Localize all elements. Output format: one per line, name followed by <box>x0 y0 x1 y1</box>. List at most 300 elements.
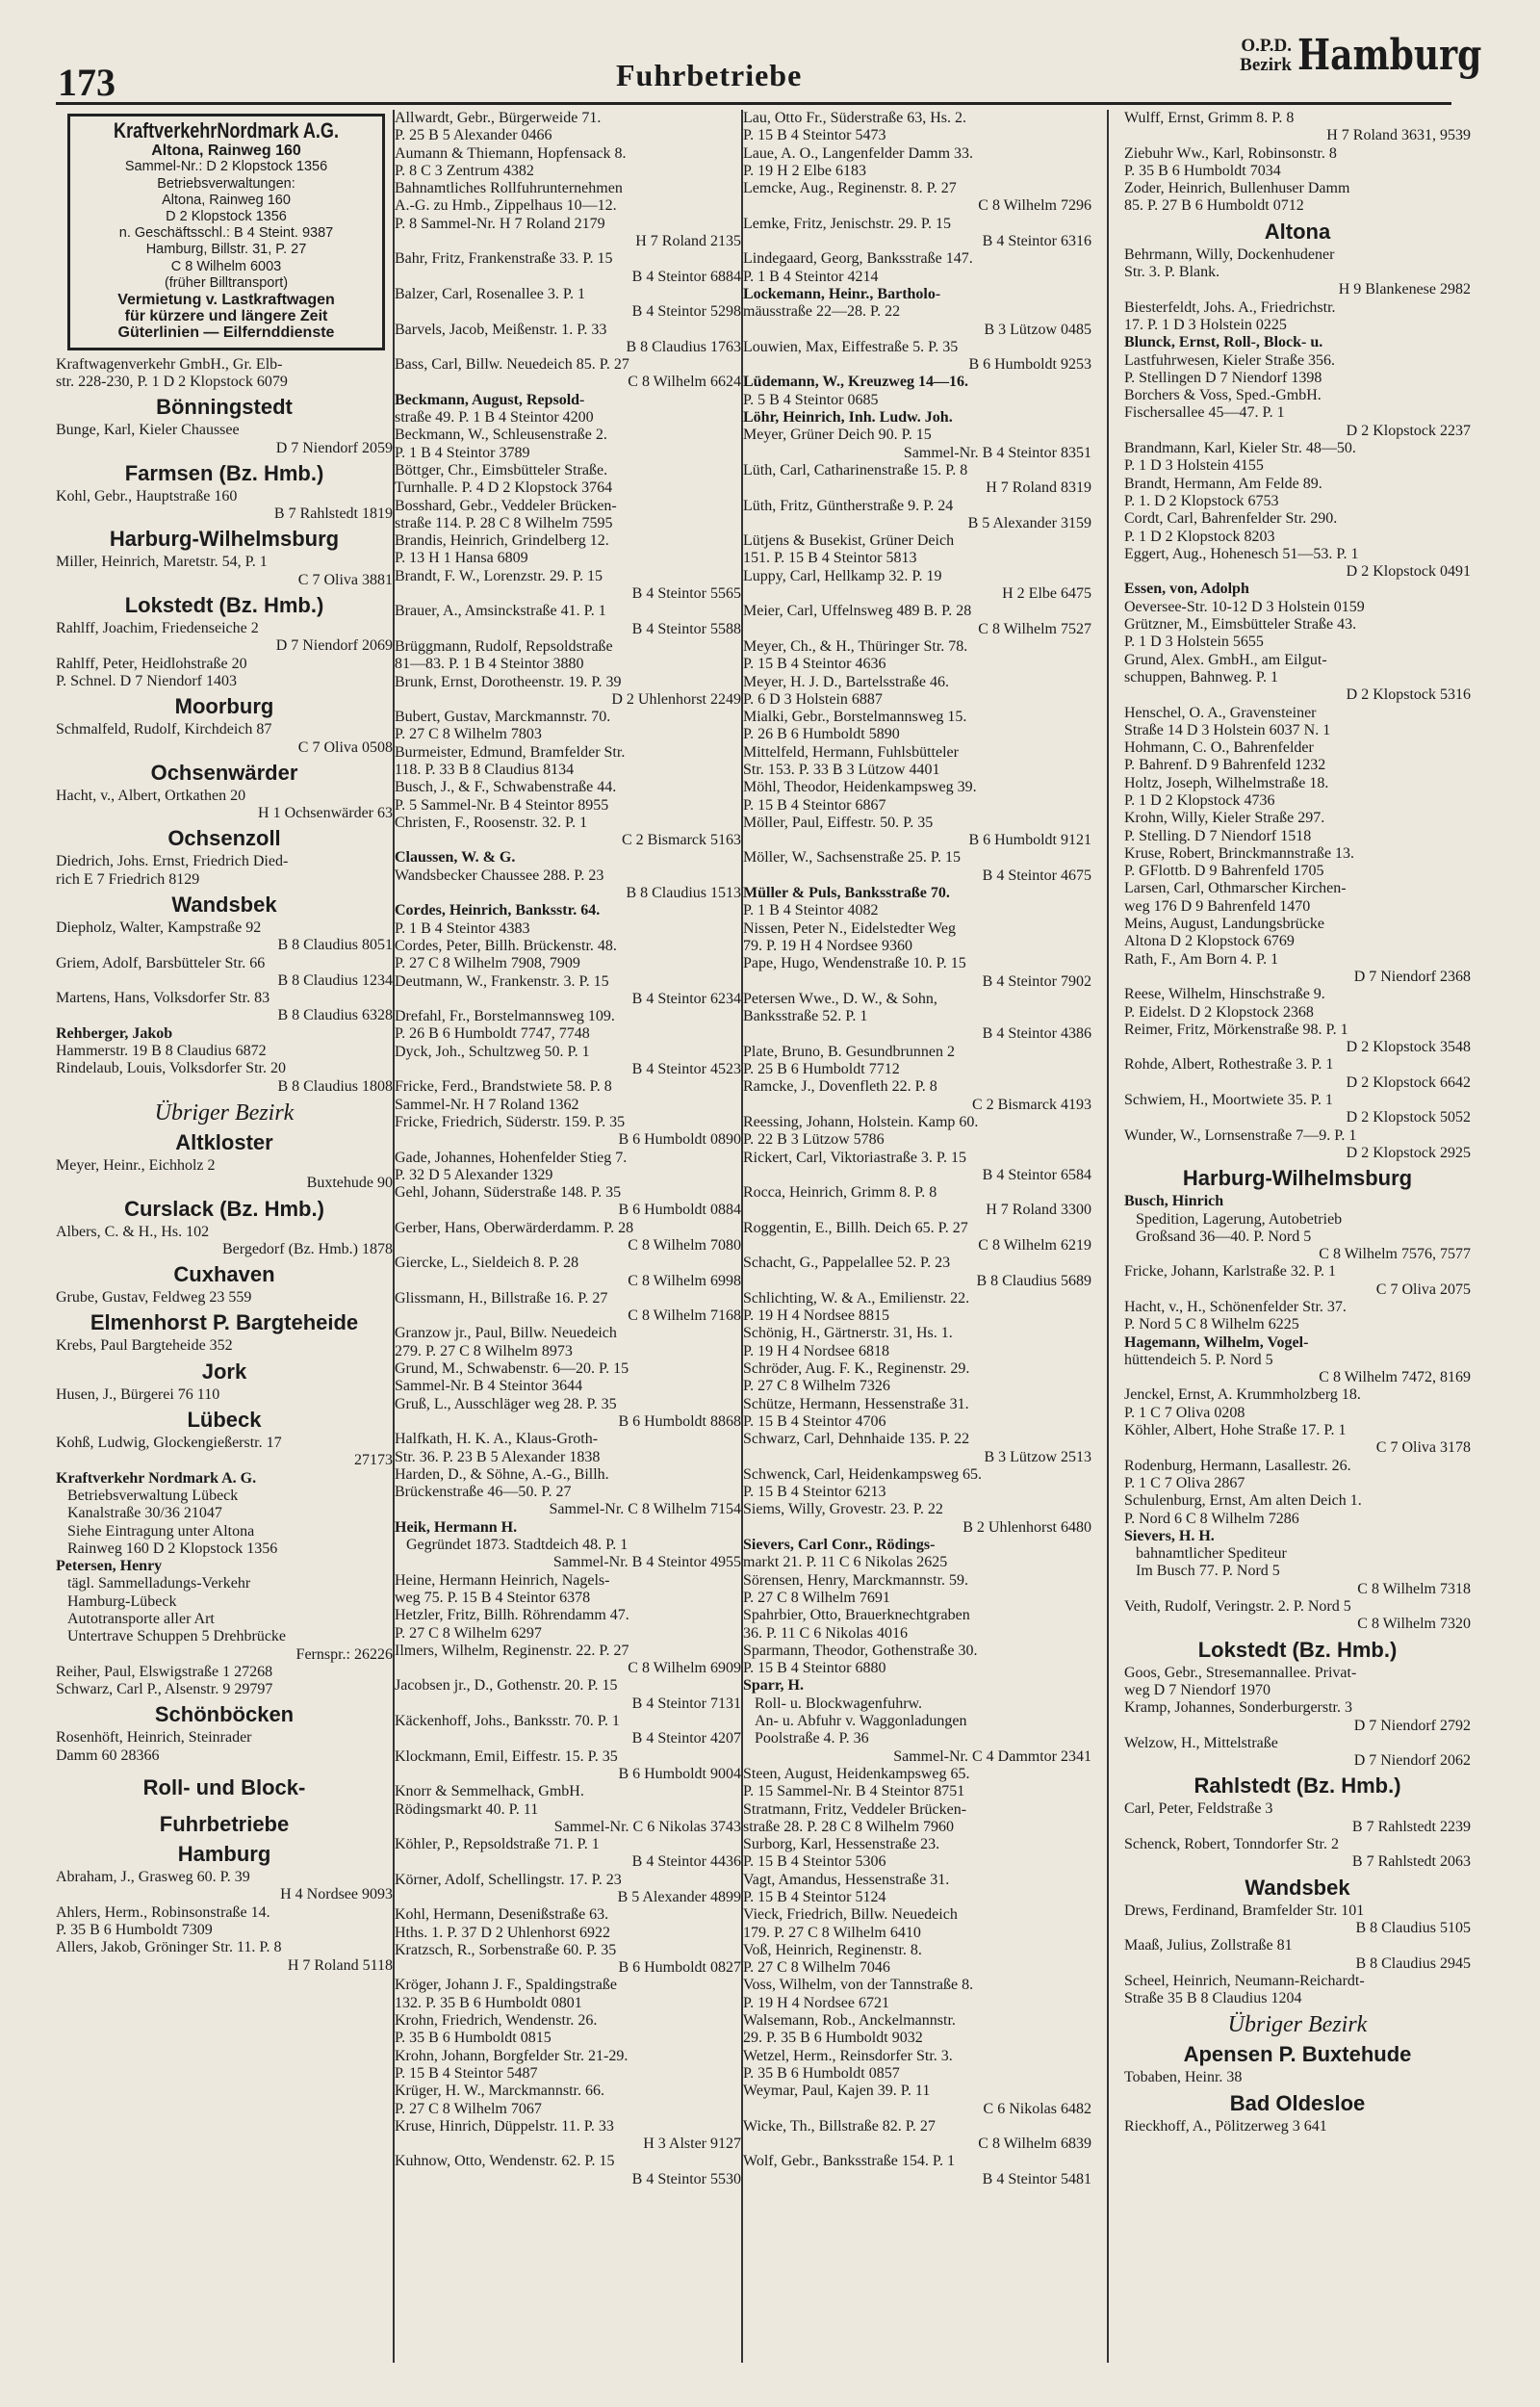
directory-entry <box>1124 775 1471 811</box>
directory-entry <box>743 1872 1091 1907</box>
section-heading: Ochsenwärder <box>150 760 298 785</box>
directory-entry <box>743 674 1091 710</box>
entry-name-line: Giercke, L., Sieldeich 8. P. 28 <box>395 1255 579 1272</box>
directory-entry <box>743 180 1091 216</box>
entry-name-line: Lüdemann, W., Kreuzweg 14—16. <box>743 374 968 391</box>
directory-entry <box>743 1607 1091 1643</box>
directory-entry <box>395 1220 741 1255</box>
directory-entry <box>1124 1334 1471 1387</box>
directory-entry <box>56 356 393 392</box>
directory-entry <box>743 1906 1091 1942</box>
directory-entry <box>395 568 741 604</box>
entry-detail-line: P. 32 D 5 Alexander 1329 <box>395 1166 553 1183</box>
entry-name-line: Meyer, H. J. D., Bartelsstraße 46. <box>743 673 949 690</box>
entry-detail-line: P. 15 B 4 Steintor 5124 <box>743 1888 886 1905</box>
entry-detail-line: P. 27 C 8 Wilhelm 7908, 7909 <box>395 955 580 972</box>
directory-entry <box>743 603 1091 638</box>
directory-entry <box>395 392 741 427</box>
directory-entry <box>743 815 1091 850</box>
directory-entry <box>395 2083 741 2118</box>
entry-name-line: Rosenhöft, Heinrich, Steinrader <box>56 1729 252 1747</box>
directory-entry <box>56 1558 393 1698</box>
ad-line: Güterlinien — Eilfernddienste <box>117 324 335 342</box>
entry-name-line: Krohn, Friedrich, Wendenstr. 26. <box>395 2012 598 2030</box>
entry-name-line: Bahnamtliches Rollfuhrunternehmen <box>395 180 623 197</box>
directory-entry <box>56 1289 393 1307</box>
directory-entry <box>395 1713 741 1748</box>
directory-entry <box>1124 1092 1471 1127</box>
directory-entry <box>56 1025 393 1061</box>
entry-detail-line: C 2 Bismarck 5163 <box>622 832 741 849</box>
entry-name-line: Beckmann, August, Repsold- <box>395 391 585 408</box>
entry-name-line: Knorr & Semmelhack, GmbH. <box>395 1783 584 1800</box>
entry-detail-line: Sammel-Nr. B 4 Steintor 3644 <box>395 1378 583 1395</box>
entry-name-line: Essen, von, Adolph <box>1124 581 1249 598</box>
entry-name-line: Kraftverkehr Nordmark A. G. <box>56 1469 257 1487</box>
directory-entry <box>395 1044 741 1079</box>
city-heading: Hamburg <box>1297 31 1482 80</box>
directory-entry <box>1124 1193 1471 1263</box>
directory-entry <box>1124 986 1471 1022</box>
directory-entry <box>395 1466 741 1519</box>
entry-name-line: Meyer, Heinr., Eichholz 2 <box>56 1156 216 1174</box>
entry-name-line: Meyer, Ch., & H., Thüringer Str. 78. <box>743 637 968 655</box>
entry-detail-line: 279. P. 27 C 8 Wilhelm 8973 <box>395 1342 573 1359</box>
entry-detail-line: P. 13 H 1 Hansa 6809 <box>395 550 528 567</box>
directory-entry <box>1124 180 1471 216</box>
ad-line: Vermietung v. Lastkraftwagen <box>117 292 335 309</box>
entry-detail-line: Roll- u. Blockwagenfuhrw. <box>755 1695 923 1712</box>
directory-entry <box>395 709 741 744</box>
entry-name-line: Vieck, Friedrich, Billw. Neuedeich <box>743 1906 958 1924</box>
entry-detail-line: B 7 Rahlstedt 2239 <box>1351 1818 1471 1835</box>
entry-detail-line: P. 19 H 4 Nordsee 6818 <box>743 1342 889 1359</box>
entry-detail-line: Sammel-Nr. B 4 Steintor 8351 <box>903 444 1091 461</box>
directory-entry <box>743 1290 1091 1326</box>
directory-entry <box>56 1157 393 1193</box>
entry-name-line: Meins, August, Landungsbrücke <box>1124 916 1324 933</box>
directory-entry <box>1124 1458 1471 1493</box>
entry-detail-line: B 6 Humboldt 0890 <box>618 1131 741 1149</box>
entry-name-line: Miller, Heinrich, Maretstr. 54, P. 1 <box>56 554 268 571</box>
directory-entry <box>743 1801 1091 1837</box>
directory-entry <box>395 815 741 850</box>
ad-line: für kürzere und längere Zeit <box>124 308 328 325</box>
directory-entry <box>395 849 741 902</box>
directory-entry <box>56 1435 393 1470</box>
entry-detail-line: P. 1 B 4 Steintor 4082 <box>743 902 879 919</box>
entry-detail-line: P. 15 B 4 Steintor 5473 <box>743 127 886 144</box>
entry-detail-line: P. 1. D 2 Klopstock 6753 <box>1124 492 1279 509</box>
directory-entry <box>56 1729 393 1765</box>
entry-name-line: Lemcke, Aug., Reginenstr. 8. P. 27 <box>743 180 957 197</box>
section-heading: Lokstedt (Bz. Hmb.) <box>1197 1637 1398 1662</box>
entry-detail-line: P. 1 D 2 Klopstock 8203 <box>1124 528 1275 545</box>
ad-line: Hamburg, Billstr. 31, P. 27 <box>145 242 307 258</box>
opd-line-1: O.P.D. <box>1241 36 1292 56</box>
directory-entry <box>743 216 1091 251</box>
entry-name-line: Bubert, Gustav, Marckmannstr. 70. <box>395 709 611 726</box>
entry-name-line: Lüth, Fritz, Güntherstraße 9. P. 24 <box>743 497 954 514</box>
entry-name-line: Christen, F., Roosenstr. 32. P. 1 <box>395 814 588 831</box>
entry-detail-line: Fischersallee 45—47. P. 1 <box>1124 404 1285 422</box>
entry-name-line: Kohß, Ludwig, Glockengießerstr. 17 <box>56 1435 282 1452</box>
entry-detail-line: C 2 Bismarck 4193 <box>972 1096 1091 1113</box>
entry-detail-line: B 4 Steintor 5588 <box>631 620 741 637</box>
directory-entry <box>395 1677 741 1713</box>
entry-detail-line: P. 27 C 8 Wilhelm 7803 <box>395 726 542 743</box>
entry-name-line: Bunge, Karl, Kieler Chaussee <box>56 422 240 439</box>
page-title: Fuhrbetriebe <box>616 58 803 92</box>
directory-entry <box>743 1677 1091 1765</box>
entry-detail-line: Spedition, Lagerung, Autobetrieb <box>1136 1210 1343 1228</box>
entry-detail-line: Str. 153. P. 33 B 3 Lützow 4401 <box>743 761 940 778</box>
entry-detail-line: Hths. 1. P. 37 D 2 Uhlenhorst 6922 <box>395 1924 611 1941</box>
directory-entry <box>743 250 1091 286</box>
category-heading: Fuhrbetriebe <box>159 1812 290 1837</box>
entry-detail-line: Str. 3. P. Blank. <box>1124 264 1220 281</box>
entry-name-line: Griem, Adolf, Barsbütteler Str. 66 <box>56 954 266 971</box>
directory-entry <box>743 1766 1091 1801</box>
directory-entry <box>743 532 1091 568</box>
entry-name-line: Abraham, J., Grasweg 60. P. 39 <box>56 1869 250 1886</box>
directory-entry <box>1124 1699 1471 1735</box>
entry-name-line: Gruß, L., Ausschläger weg 28. P. 35 <box>395 1395 617 1412</box>
directory-entry <box>1124 652 1471 705</box>
entry-name-line: Kröger, Johann J. F., Spaldingstraße <box>395 1977 617 1994</box>
entry-detail-line: Oeversee-Str. 10-12 D 3 Holstein 0159 <box>1124 598 1365 615</box>
entry-detail-line: C 8 Wilhelm 6998 <box>628 1272 741 1289</box>
directory-entry <box>743 955 1091 991</box>
directory-entry <box>395 1360 741 1396</box>
entry-name-line: Rocca, Heinrich, Grimm 8. P. 8 <box>743 1184 937 1202</box>
entry-name-line: Zoder, Heinrich, Bullenhuser Damm <box>1124 180 1350 197</box>
entry-detail-line: Meyer, Grüner Deich 90. P. 15 <box>743 427 932 444</box>
directory-entry <box>1124 705 1471 740</box>
entry-detail-line: D 2 Klopstock 2925 <box>1346 1144 1471 1161</box>
entry-name-line: Schacht, G., Pappelallee 52. P. 23 <box>743 1255 951 1272</box>
entry-name-line: Grützner, M., Eimsbütteler Straße 43. <box>1124 616 1357 634</box>
entry-detail-line: B 8 Claudius 1513 <box>626 885 741 902</box>
entry-detail-line: Reiher, Paul, Elswigstraße 1 27268 <box>56 1663 273 1680</box>
entry-name-line: Möller, W., Sachsenstraße 25. P. 15 <box>743 849 962 867</box>
entry-detail-line: str. 228-230, P. 1 D 2 Klopstock 6079 <box>56 373 288 390</box>
ad-lines <box>78 142 374 341</box>
section-heading: Wandsbek <box>171 892 277 917</box>
entry-detail-line: D 2 Klopstock 5052 <box>1346 1109 1471 1126</box>
entry-detail-line: B 6 Humboldt 9004 <box>618 1765 741 1782</box>
entry-detail-line: hüttendeich 5. P. Nord 5 <box>1124 1351 1273 1368</box>
directory-entry <box>1124 1492 1471 1528</box>
entry-detail-line: C 8 Wilhelm 7472, 8169 <box>1319 1369 1471 1386</box>
directory-entry <box>56 656 393 691</box>
entry-detail-line: P. 1 B 4 Steintor 3789 <box>395 444 530 461</box>
entry-detail-line: 132. P. 35 B 6 Humboldt 0801 <box>395 1994 582 2011</box>
entry-name-line: Rath, F., Am Born 4. P. 1 <box>1124 950 1279 968</box>
column-4 <box>1124 110 1471 2363</box>
entry-name-line: Reimer, Fritz, Mörkenstraße 98. P. 1 <box>1124 1021 1348 1038</box>
opd-line-2: Bezirk <box>1240 55 1292 75</box>
directory-entry <box>743 744 1091 780</box>
directory-entry <box>395 1836 741 1872</box>
directory-entry <box>1124 1937 1471 1973</box>
entry-name-line: Ahlers, Herm., Robinsonstraße 14. <box>56 1903 270 1921</box>
section-heading: Harburg-Wilhelmsburg <box>109 527 340 552</box>
entry-name-line: Wunder, W., Lornsenstraße 7—9. P. 1 <box>1124 1126 1357 1144</box>
entry-name-line: Schmalfeld, Rudolf, Kirchdeich 87 <box>56 721 272 738</box>
section-heading: Harburg-Wilhelmsburg <box>1182 1166 1413 1191</box>
entry-detail-line: Str. 36. P. 23 B 5 Alexander 1838 <box>395 1448 601 1465</box>
entry-detail-line: schuppen, Bahnweg. P. 1 <box>1124 668 1278 686</box>
entry-detail-line: P. 15 B 4 Steintor 6867 <box>743 796 886 814</box>
directory-entry <box>395 1150 741 1185</box>
entry-detail-line: B 4 Steintor 4436 <box>631 1853 741 1871</box>
entry-name-line: Weymar, Paul, Kajen 39. P. 11 <box>743 2083 931 2100</box>
section-heading: Jork <box>201 1359 247 1384</box>
directory-entry <box>1124 546 1471 582</box>
directory-entry <box>743 1396 1091 1432</box>
entry-detail-line: straße 114. P. 28 C 8 Wilhelm 7595 <box>395 514 613 531</box>
entry-name-line: Beckmann, W., Schleusenstraße 2. <box>395 427 607 444</box>
entry-name-line: Sparr, H. <box>743 1677 804 1695</box>
entry-detail-line: H 7 Roland 2135 <box>635 233 741 250</box>
entry-detail-line: P. 27 C 8 Wilhelm 7067 <box>395 2100 542 2117</box>
entry-name-line: Brauer, A., Amsinckstraße 41. P. 1 <box>395 603 606 620</box>
entry-detail-line: straße 49. P. 1 B 4 Steintor 4200 <box>395 409 594 427</box>
section-heading: Altkloster <box>175 1129 273 1154</box>
section-heading: Ochsenzoll <box>167 826 281 851</box>
directory-entry <box>395 902 741 938</box>
entry-detail-line: B 4 Steintor 4386 <box>982 1025 1091 1043</box>
entry-name-line: Dyck, Joh., Schultzweg 50. P. 1 <box>395 1043 590 1060</box>
entry-detail-line: Sammel-Nr. B 4 Steintor 4955 <box>552 1554 741 1571</box>
entry-detail-line: B 3 Lützow 2513 <box>984 1448 1091 1465</box>
entry-detail-line: B 4 Steintor 7902 <box>982 972 1091 990</box>
entry-detail-line: C 8 Wilhelm 6219 <box>978 1237 1091 1254</box>
entry-name-line: Schlichting, W. & A., Emilienstr. 22. <box>743 1289 970 1307</box>
entry-name-line: Klockmann, Emil, Eiffestr. 15. P. 35 <box>395 1747 618 1765</box>
entry-detail-line: P. 22 B 3 Lützow 5786 <box>743 1131 885 1149</box>
directory-entry <box>743 110 1091 145</box>
entry-name-line: Krohn, Willy, Kieler Straße 297. <box>1124 810 1325 827</box>
directory-entry <box>743 1325 1091 1360</box>
entry-detail-line: H 1 Ochsenwärder 63 <box>258 805 393 822</box>
directory-entry <box>1124 1598 1471 1634</box>
entry-detail-line: P. 1 D 2 Klopstock 4736 <box>1124 791 1275 809</box>
entry-name-line: Kruse, Robert, Brinckmannstraße 13. <box>1124 844 1355 862</box>
entry-detail-line: B 6 Humboldt 9121 <box>968 832 1091 849</box>
section-heading: Apensen P. Buxtehude <box>1183 2042 1412 2067</box>
entry-name-line: Claussen, W. & G. <box>395 849 516 867</box>
district-heading: Übriger Bezirk <box>1227 2012 1368 2038</box>
entry-detail-line: H 7 Roland 3631, 9539 <box>1326 127 1471 144</box>
entry-name-line: Mittelfeld, Hermann, Fuhlsbütteler <box>743 743 959 761</box>
entry-name-line: Löhr, Heinrich, Inh. Ludw. Joh. <box>743 409 953 427</box>
entry-detail-line: 85. P. 27 B 6 Humboldt 0712 <box>1124 197 1304 215</box>
directory-entry <box>743 1942 1091 1978</box>
entry-name-line: Rindelaub, Louis, Volksdorfer Str. 20 <box>56 1060 286 1077</box>
directory-entry <box>395 1977 741 2012</box>
entry-name-line: Behrmann, Willy, Dockenhudener <box>1124 246 1335 263</box>
entry-detail-line: Im Busch 77. P. Nord 5 <box>1136 1563 1280 1580</box>
entry-detail-line: C 8 Wilhelm 7296 <box>978 197 1091 215</box>
entry-name-line: Burmeister, Edmund, Bramfelder Str. <box>395 743 626 761</box>
directory-entry <box>743 709 1091 744</box>
entry-detail-line: D 2 Klopstock 3548 <box>1346 1039 1471 1056</box>
directory-entry <box>743 1836 1091 1872</box>
entry-name-line: Biesterfeldt, Johs. A., Friedrichstr. <box>1124 298 1336 316</box>
entry-detail-line: P. 1 B 4 Steintor 4214 <box>743 268 879 285</box>
entry-detail-line: 179. P. 27 C 8 Wilhelm 6410 <box>743 1924 921 1941</box>
entry-name-line: Gerber, Hans, Oberwärderdamm. P. 28 <box>395 1219 634 1236</box>
entry-detail-line: B 4 Steintor 4207 <box>631 1730 741 1747</box>
entry-detail-line: B 8 Claudius 1808 <box>277 1077 393 1095</box>
entry-name-line: Bass, Carl, Billw. Neuedeich 85. P. 27 <box>395 356 629 374</box>
directory-entry <box>395 145 741 181</box>
directory-entry <box>743 1360 1091 1396</box>
entry-detail-line: Rödingsmarkt 40. P. 11 <box>395 1800 539 1818</box>
entry-detail-line: Schwarz, Carl P., Alsenstr. 9 29797 <box>56 1681 273 1698</box>
directory-entry <box>1124 476 1471 511</box>
entry-name-line: Hacht, v., H., Schönenfelder Str. 37. <box>1124 1299 1347 1315</box>
entry-detail-line: tägl. Sammelladungs-Verkehr <box>67 1575 251 1592</box>
directory-entry <box>1124 1800 1471 1836</box>
directory-entry <box>56 422 393 457</box>
entry-detail-line: P. 27 C 8 Wilhelm 7046 <box>743 1959 890 1977</box>
entry-name-line: Lau, Otto Fr., Süderstraße 63, Hs. 2. <box>743 110 966 126</box>
directory-entry <box>1124 810 1471 845</box>
directory-entry <box>743 1114 1091 1150</box>
directory-entry <box>1124 334 1471 387</box>
entry-name-line: Wetzel, Herm., Reinsdorfer Str. 3. <box>743 2047 953 2064</box>
entry-name-line: Käckenhoff, Johs., Banksstr. 70. P. 1 <box>395 1713 620 1730</box>
district-heading: Übriger Bezirk <box>154 1100 295 1126</box>
entry-detail-line: B 8 Claudius 1234 <box>277 971 393 989</box>
entry-detail-line: P. 5 B 4 Steintor 0685 <box>743 391 879 408</box>
entry-name-line: Krebs, Paul Bargteheide 352 <box>56 1337 233 1355</box>
entry-detail-line: P. 1 D 3 Holstein 4155 <box>1124 457 1264 475</box>
entry-name-line: Roggentin, E., Billh. Deich 65. P. 27 <box>743 1219 968 1236</box>
entry-detail-line: Brückenstraße 46—50. P. 27 <box>395 1484 572 1501</box>
directory-entry <box>1124 510 1471 546</box>
entry-name-line: Ramcke, J., Dovenfleth 22. P. 8 <box>743 1078 937 1096</box>
entry-name-line: Grund, M., Schwabenstr. 6—20. P. 15 <box>395 1360 629 1378</box>
directory-entry <box>395 1519 741 1572</box>
entry-name-line: Martens, Hans, Volksdorfer Str. 83 <box>56 990 270 1007</box>
entry-detail-line: straße 28. P. 28 C 8 Wilhelm 7960 <box>743 1818 955 1835</box>
entry-name-line: Bahr, Fritz, Frankenstraße 33. P. 15 <box>395 250 613 268</box>
entry-detail-line: B 5 Alexander 3159 <box>967 514 1091 531</box>
entry-name-line: Brandmann, Karl, Kieler Str. 48—50. <box>1124 440 1356 457</box>
entry-name-line: Sparmann, Theodor, Gothenstraße 30. <box>743 1642 978 1659</box>
entry-detail-line: Straße 14 D 3 Holstein 6037 N. 1 <box>1124 721 1331 738</box>
directory-entry <box>395 356 741 392</box>
entry-name-line: Gehl, Johann, Süderstraße 148. P. 35 <box>395 1184 622 1202</box>
directory-entry <box>1124 1836 1471 1872</box>
entry-name-line: Allers, Jakob, Gröninger Str. 11. P. 8 <box>56 1939 282 1956</box>
entry-detail-line: markt 21. P. 11 C 6 Nikolas 2625 <box>743 1554 948 1571</box>
entry-name-line: Grube, Gustav, Feldweg 23 559 <box>56 1289 252 1307</box>
directory-entry <box>56 1904 393 1940</box>
entry-name-line: Brandt, F. W., Lorenzstr. 29. P. 15 <box>395 567 603 584</box>
entry-name-line: Hetzler, Fritz, Billh. Röhrendamm 47. <box>395 1607 629 1624</box>
directory-entry <box>395 322 741 357</box>
entry-detail-line: P. GFlottb. D 9 Bahrenfeld 1705 <box>1124 863 1324 880</box>
entry-detail-line: H 7 Roland 5118 <box>287 1956 393 1974</box>
entry-name-line: Lüth, Carl, Catharinenstraße 15. P. 8 <box>743 461 968 479</box>
directory-entry <box>395 462 741 498</box>
directory-entry <box>743 1501 1091 1537</box>
entry-detail-line: 81—83. P. 1 B 4 Steintor 3880 <box>395 656 584 673</box>
entry-detail-line: B 4 Steintor 5565 <box>631 585 741 603</box>
directory-entry <box>1124 1127 1471 1163</box>
directory-entry <box>56 955 393 991</box>
entry-detail-line: P. Bahrenf. D 9 Bahrenfeld 1232 <box>1124 757 1326 774</box>
entry-detail-line: Gegründet 1873. Stadtdeich 48. P. 1 <box>406 1537 629 1554</box>
directory-entry <box>395 1114 741 1150</box>
entry-detail-line: B 2 Uhlenhorst 6480 <box>962 1518 1091 1536</box>
directory-entry <box>395 603 741 638</box>
section-heading: Moorburg <box>174 694 274 719</box>
entry-name-line: Maaß, Julius, Zollstraße 81 <box>1124 1937 1293 1954</box>
section-heading: Farmsen (Bz. Hmb.) <box>124 460 324 485</box>
entry-detail-line: D 2 Klopstock 0491 <box>1346 563 1471 581</box>
directory-entry <box>395 1290 741 1326</box>
directory-entry <box>395 1255 741 1290</box>
directory-entry <box>743 1572 1091 1608</box>
entry-name-line: Husen, J., Bürgerei 76 110 <box>56 1385 220 1403</box>
entry-detail-line: weg D 7 Niendorf 1970 <box>1124 1681 1270 1698</box>
entry-detail-line: B 4 Steintor 4523 <box>631 1061 741 1078</box>
directory-entry <box>1124 916 1471 951</box>
directory-entry <box>743 1078 1091 1114</box>
entry-name-line: Rohde, Albert, Rothestraße 3. P. 1 <box>1124 1056 1334 1074</box>
directory-entry <box>1124 1386 1471 1422</box>
directory-entry <box>56 853 393 889</box>
directory-entry <box>395 532 741 568</box>
entry-name-line: Schwarz, Carl, Dehnhaide 135. P. 22 <box>743 1431 970 1448</box>
section-heading: Curslack (Bz. Hmb.) <box>124 1196 324 1221</box>
entry-detail-line: Untertrave Schuppen 5 Drehbrücke <box>67 1628 287 1645</box>
section-heading: Bönningstedt <box>156 395 293 420</box>
entry-detail-line: Straße 35 B 8 Claudius 1204 <box>1124 1990 1302 2007</box>
entry-name-line: Veith, Rudolf, Veringstr. 2. P. Nord 5 <box>1124 1598 1351 1616</box>
directory-entry <box>56 721 393 757</box>
entry-detail-line: C 8 Wilhelm 7527 <box>978 620 1091 637</box>
ad-line: C 8 Wilhelm 6003 <box>170 258 282 274</box>
directory-entry <box>743 498 1091 533</box>
entry-detail-line: P. 27 C 8 Wilhelm 7691 <box>743 1589 890 1606</box>
entry-name-line: Kohl, Hermann, Desenißstraße 63. <box>395 1906 609 1924</box>
section-heading: Lokstedt (Bz. Hmb.) <box>124 593 324 618</box>
entry-detail-line: B 7 Rahlstedt 2063 <box>1351 1853 1471 1871</box>
entry-name-line: Blunck, Ernst, Roll-, Block- u. <box>1124 334 1323 351</box>
directory-entry <box>56 990 393 1025</box>
entry-name-line: Henschel, O. A., Gravensteiner <box>1124 704 1317 721</box>
entry-name-line: Ziebuhr Ww., Karl, Robinsonstr. 8 <box>1124 144 1337 162</box>
entry-name-line: Lütjens & Busekist, Grüner Deich <box>743 532 955 550</box>
section-heading: Bad Oldesloe <box>1229 2090 1366 2115</box>
entry-detail-line: H 2 Elbe 6475 <box>1002 585 1091 603</box>
directory-entry <box>395 286 741 322</box>
entry-detail-line: B 4 Steintor 6234 <box>631 990 741 1007</box>
entry-detail-line: C 8 Wilhelm 6909 <box>628 1660 741 1677</box>
directory-entry <box>395 1643 741 1678</box>
entry-name-line: Ilmers, Wilhelm, Reginenstr. 22. P. 27 <box>395 1642 629 1659</box>
entry-detail-line: B 6 Humboldt 0884 <box>618 1202 741 1219</box>
entry-detail-line: P. Stellingen D 7 Niendorf 1398 <box>1124 369 1322 386</box>
entry-detail-line: D 2 Uhlenhorst 2249 <box>611 690 741 708</box>
